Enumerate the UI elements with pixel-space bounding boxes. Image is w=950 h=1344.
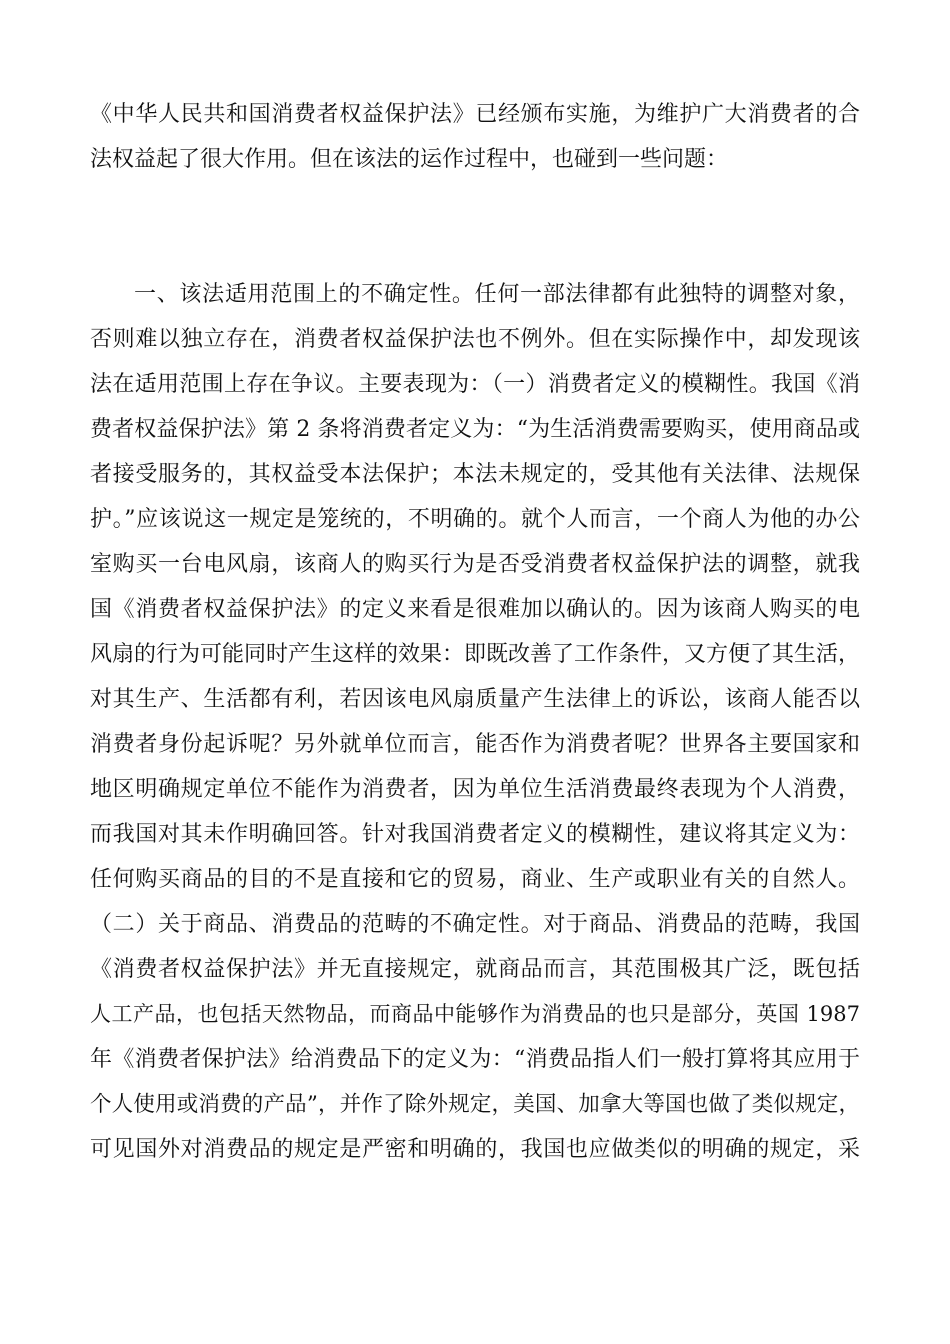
text-line: 《中华人民共和国消费者权益保护法》已经颁布实施，为维护广大消费者的合 (90, 102, 860, 127)
text-line: 法权益起了很大作用。但在该法的运作过程中，也碰到一些问题： (90, 147, 729, 172)
text-line: 一、该法适用范围上的不确定性。任何一部法律都有此独特的调整对象， (134, 282, 860, 307)
text-line: 室购买一台电风扇，该商人的购买行为是否受消费者权益保护法的调整，就我 (90, 552, 860, 577)
text-line: 消费者身份起诉呢？另外就单位而言，能否作为消费者呢？世界各主要国家和 (90, 732, 860, 757)
text-line: 费者权益保护法》第 2 条将消费者定义为：“为生活消费需要购买，使用商品或 (90, 417, 860, 442)
text-line: 对其生产、生活都有利，若因该电风扇质量产生法律上的诉讼，该商人能否以 (90, 687, 860, 712)
text-line: （二）关于商品、消费品的范畴的不确定性。对于商品、消费品的范畴，我国 (90, 912, 860, 937)
text-line: 风扇的行为可能同时产生这样的效果：即既改善了工作条件，又方便了其生活， (90, 642, 861, 667)
paragraph-gap (90, 182, 860, 272)
text-line: 个人使用或消费的产品”，并作了除外规定，美国、加拿大等国也做了类似规定， (90, 1092, 860, 1117)
text-line: 人工产品，也包括天然物品，而商品中能够作为消费品的也只是部分，英国 1987 (90, 1002, 860, 1026)
paragraph-section-one (90, 272, 860, 1172)
text-line: 可见国外对消费品的规定是严密和明确的，我国也应做类似的明确的规定，采 (90, 1137, 860, 1162)
paragraph-intro (90, 92, 860, 182)
text-line: 地区明确规定单位不能作为消费者，因为单位生活消费最终表现为个人消费， (90, 777, 860, 802)
text-line: 任何购买商品的目的不是直接和它的贸易，商业、生产或职业有关的自然人。 (90, 867, 860, 892)
text-line: 而我国对其未作明确回答。针对我国消费者定义的模糊性，建议将其定义为： (90, 822, 860, 847)
text-line: 国《消费者权益保护法》的定义来看是很难加以确认的。因为该商人购买的电 (90, 597, 860, 622)
text-line: 者接受服务的，其权益受本法保护；本法未规定的，受其他有关法律、法规保 (90, 462, 860, 487)
text-line: 《消费者权益保护法》并无直接规定，就商品而言，其范围极其广泛，既包括 (90, 957, 860, 982)
text-line: 否则难以独立存在，消费者权益保护法也不例外。但在实际操作中，却发现该 (90, 327, 860, 352)
text-line: 年《消费者保护法》给消费品下的定义为：“消费品指人们一般打算将其应用于 (90, 1047, 860, 1072)
text-line: 法在适用范围上存在争议。主要表现为：（一）消费者定义的模糊性。我国《消 (90, 372, 860, 397)
document-page (90, 92, 860, 1172)
text-line: 护。”应该说这一规定是笼统的，不明确的。就个人而言，一个商人为他的办公 (90, 507, 860, 532)
